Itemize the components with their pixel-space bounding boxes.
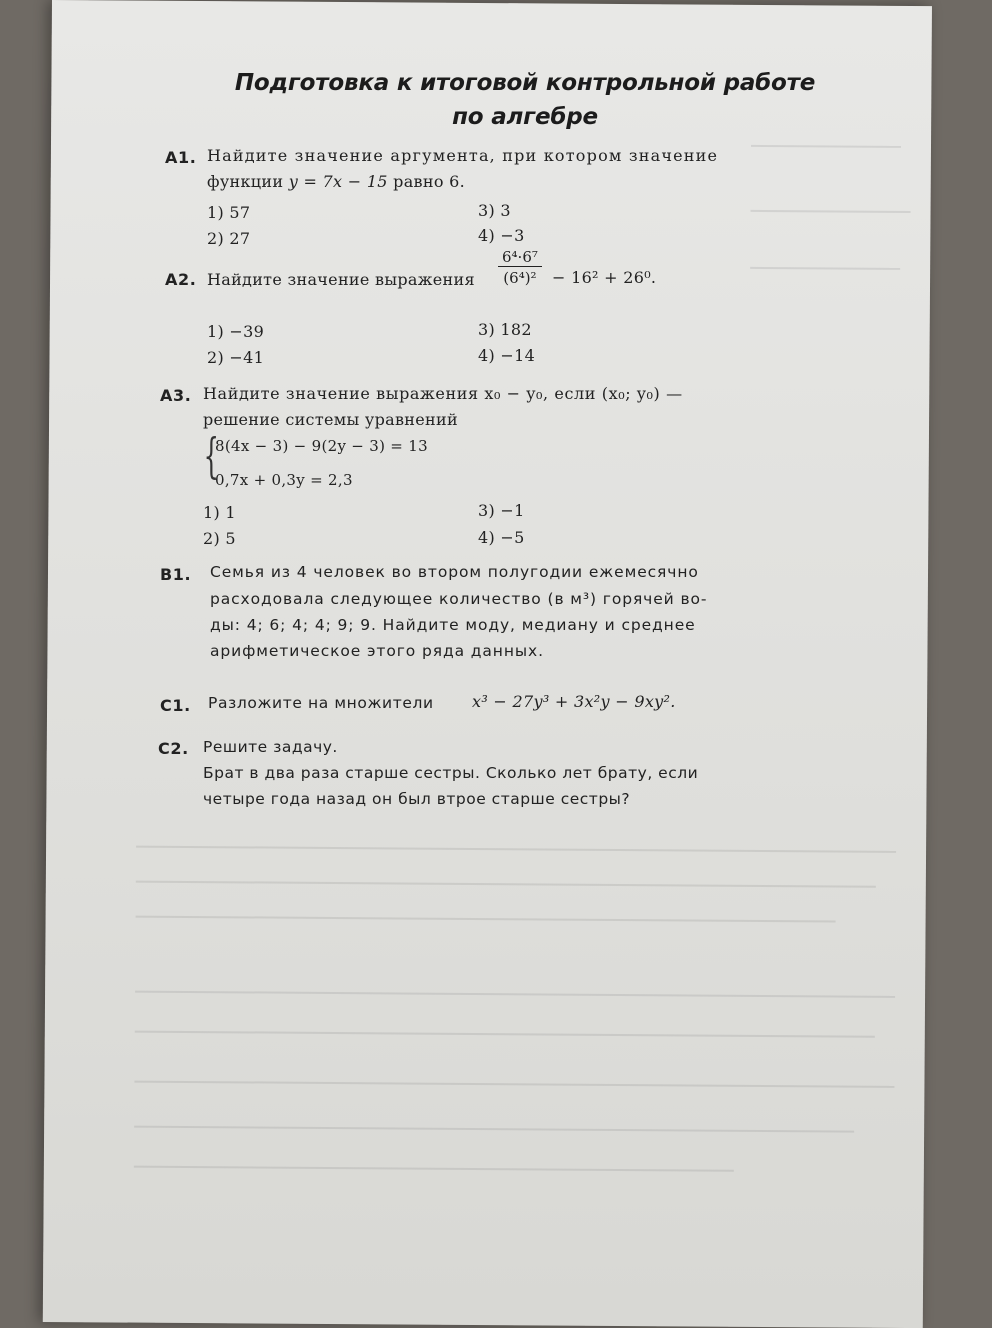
task-b1-line-2: расходовала следующее количество (в м³) горячей во- [210, 590, 708, 608]
task-a2-option-3: 3) 182 [478, 320, 532, 339]
task-a2-option-2: 2) −41 [207, 348, 265, 367]
task-a1-formula: y = 7x − 15 [288, 172, 388, 191]
task-a2-fraction-denominator: (6⁴)² [503, 269, 537, 287]
task-c1-label: С1. [160, 696, 191, 715]
system-brace: { [203, 428, 219, 484]
task-a3-text: Найдите значение выражения x₀ − y₀, если (x₀; y₀) — [203, 384, 683, 403]
task-a1-text-line2: функции y = 7x − 15 равно 6. [207, 172, 466, 191]
task-b1-line-4: арифметическое этого ряда данных. [210, 642, 544, 660]
task-a1-option-1: 1) 57 [207, 203, 251, 222]
task-a2-text: Найдите значение выражения [207, 270, 475, 289]
task-a3-option-1: 1) 1 [203, 503, 236, 522]
task-c2-text: Решите задачу. [203, 738, 338, 756]
page-subtitle: по алгебре [452, 104, 598, 130]
task-a3-option-3: 3) −1 [478, 501, 525, 520]
page-title: Подготовка к итоговой контрольной работе [234, 70, 816, 96]
task-a2-fraction [498, 248, 542, 287]
task-b1-line-1: Семья из 4 человек во втором полугодии ежемесячно [210, 563, 699, 581]
task-a1-label: А1. [165, 148, 197, 167]
task-c1-formula: x³ − 27y³ + 3x²y − 9xy². [472, 692, 676, 711]
task-c2-line-1: Брат в два раза старше сестры. Сколько лет брату, если [203, 764, 699, 782]
task-a1-option-3: 3) 3 [478, 201, 511, 220]
task-a1-option-4: 4) −3 [478, 226, 525, 245]
task-a2-tail: − 16² + 26⁰. [552, 268, 657, 287]
task-a1-text: Найдите значение аргумента, при котором значение [207, 146, 719, 165]
task-a3-text-line2: решение системы уравнений [203, 410, 458, 429]
paper-sheet [43, 0, 932, 1328]
task-a2-option-1: 1) −39 [207, 322, 265, 341]
task-b1-label: В1. [160, 565, 192, 584]
task-a1-option-2: 2) 27 [207, 229, 251, 248]
task-a3-option-4: 4) −5 [478, 528, 525, 547]
task-b1-line-3: ды: 4; 6; 4; 4; 9; 9. Найдите моду, медиану и среднее [210, 616, 696, 634]
task-c2-line-2: четыре года назад он был втрое старше сестры? [203, 790, 631, 808]
task-a3-label: А3. [160, 386, 192, 405]
task-a3-equation-1: 8(4x − 3) − 9(2y − 3) = 13 [215, 437, 428, 455]
task-a2-fraction-numerator: 6⁴·6⁷ [498, 248, 542, 267]
task-c1-text: Разложите на множители [208, 694, 434, 712]
task-a2-label: А2. [165, 270, 197, 289]
task-c2-label: С2. [158, 739, 189, 758]
task-a3-option-2: 2) 5 [203, 529, 236, 548]
task-a3-equation-2: 0,7x + 0,3y = 2,3 [215, 471, 353, 489]
task-a2-option-4: 4) −14 [478, 346, 536, 365]
